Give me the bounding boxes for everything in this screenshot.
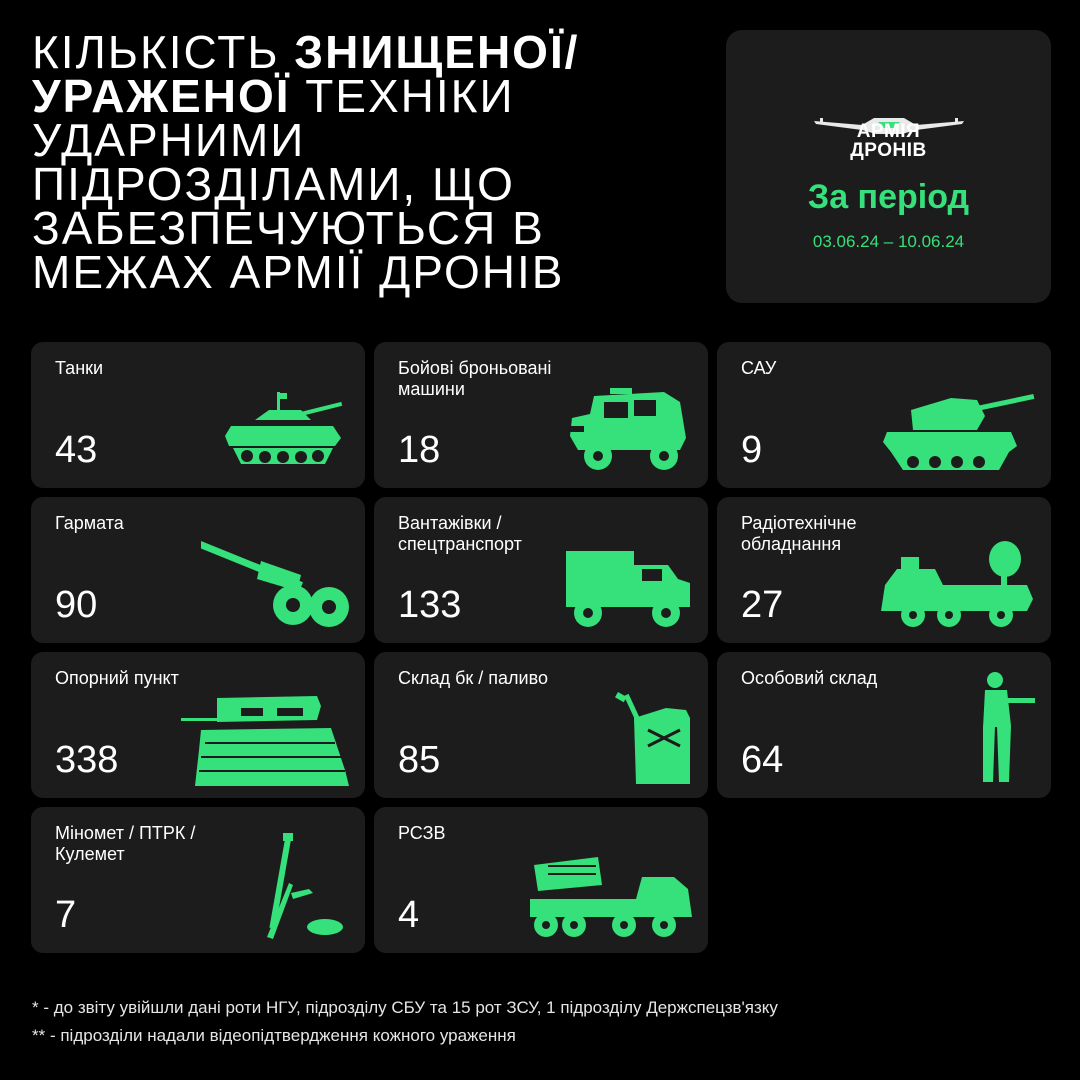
stat-label: Вантажівки / спецтранспорт	[398, 513, 522, 554]
stat-value: 9	[741, 429, 763, 471]
footnote: * - до звіту увійшли дані роти НГУ, підрозділу СБУ та 15 рот ЗСУ, 1 підрозділу Держспецзв'язку	[32, 998, 778, 1017]
stat-card-strongpoints	[31, 652, 365, 798]
headline-text: УДАРНИМИ	[32, 114, 306, 166]
page-headline	[32, 26, 712, 298]
stat-card-ammo-fuel-depot	[374, 652, 708, 798]
truck-icon	[564, 547, 694, 631]
stat-value: 90	[55, 584, 98, 626]
stat-label: Особовий склад	[741, 668, 878, 688]
stat-card-armored-vehicles	[374, 342, 708, 488]
stat-label: Танки	[55, 358, 104, 378]
howitzer-icon	[201, 531, 351, 631]
headline-text: ЗАБЕЗПЕЧУЮТЬСЯ В	[32, 202, 545, 254]
stat-card-radio-equipment	[717, 497, 1051, 643]
stat-label: Міномет / ПТРК /Кулемет	[55, 823, 196, 864]
stat-label: Бойові броньовані машини	[398, 358, 552, 399]
period-title: За період	[807, 178, 970, 216]
stat-card-mlrs	[374, 807, 708, 953]
period-card	[726, 30, 1051, 303]
stat-label: Радіотехнічне обладнання	[741, 513, 857, 554]
rocket-launcher-icon	[528, 855, 694, 941]
stat-value: 27	[741, 584, 784, 626]
stat-card-guns	[31, 497, 365, 643]
stat-value: 133	[398, 584, 462, 626]
period-dates: 03.06.24 – 10.06.24	[812, 232, 965, 251]
self-propelled-artillery-icon	[881, 390, 1037, 476]
stat-label: САУ	[741, 358, 777, 378]
headline-text: ТЕХНІКИ	[290, 70, 515, 122]
headline-text: КІЛЬКІСТЬ	[32, 26, 295, 78]
stat-value: 4	[398, 894, 420, 936]
tank-icon	[221, 390, 351, 476]
stat-card-personnel	[717, 652, 1051, 798]
radar-equipment-icon	[877, 535, 1037, 631]
stat-value: 18	[398, 429, 441, 471]
logo-line: ДРОНІВ	[850, 140, 927, 161]
stat-label: РСЗВ	[398, 823, 446, 843]
stat-card-tanks	[31, 342, 365, 488]
stat-value: 85	[398, 739, 441, 781]
bunker-icon	[181, 690, 351, 786]
headline-text: ПІДРОЗДІЛАМИ, ЩО	[32, 158, 515, 210]
fuel-canister-icon	[614, 690, 694, 786]
stat-label: Склад бк / паливо	[398, 668, 548, 688]
soldier-icon	[973, 670, 1037, 786]
stat-label: Гармата	[55, 513, 124, 533]
armored-vehicle-icon	[564, 388, 694, 476]
mortar-icon	[261, 833, 351, 941]
stat-value: 43	[55, 429, 98, 471]
stat-label: Опорний пункт	[55, 668, 179, 688]
headline-emphasis: УРАЖЕНОЇ	[32, 70, 291, 122]
footnotes	[32, 994, 778, 1050]
brand-logo-text	[726, 122, 1051, 160]
stat-card-trucks	[374, 497, 708, 643]
headline-emphasis: ЗНИЩЕНОЇ/	[294, 26, 580, 78]
stat-card-spg	[717, 342, 1051, 488]
footnote: ** - підрозділи надали відеопідтвердження кожного ураження	[32, 1026, 516, 1045]
stat-card-mortars	[31, 807, 365, 953]
stat-value: 64	[741, 739, 784, 781]
headline-text: МЕЖАХ АРМІЇ ДРОНІВ	[32, 246, 565, 298]
stat-value: 7	[55, 894, 77, 936]
stat-value: 338	[55, 739, 119, 781]
logo-line: АРМІЯ	[856, 121, 921, 142]
